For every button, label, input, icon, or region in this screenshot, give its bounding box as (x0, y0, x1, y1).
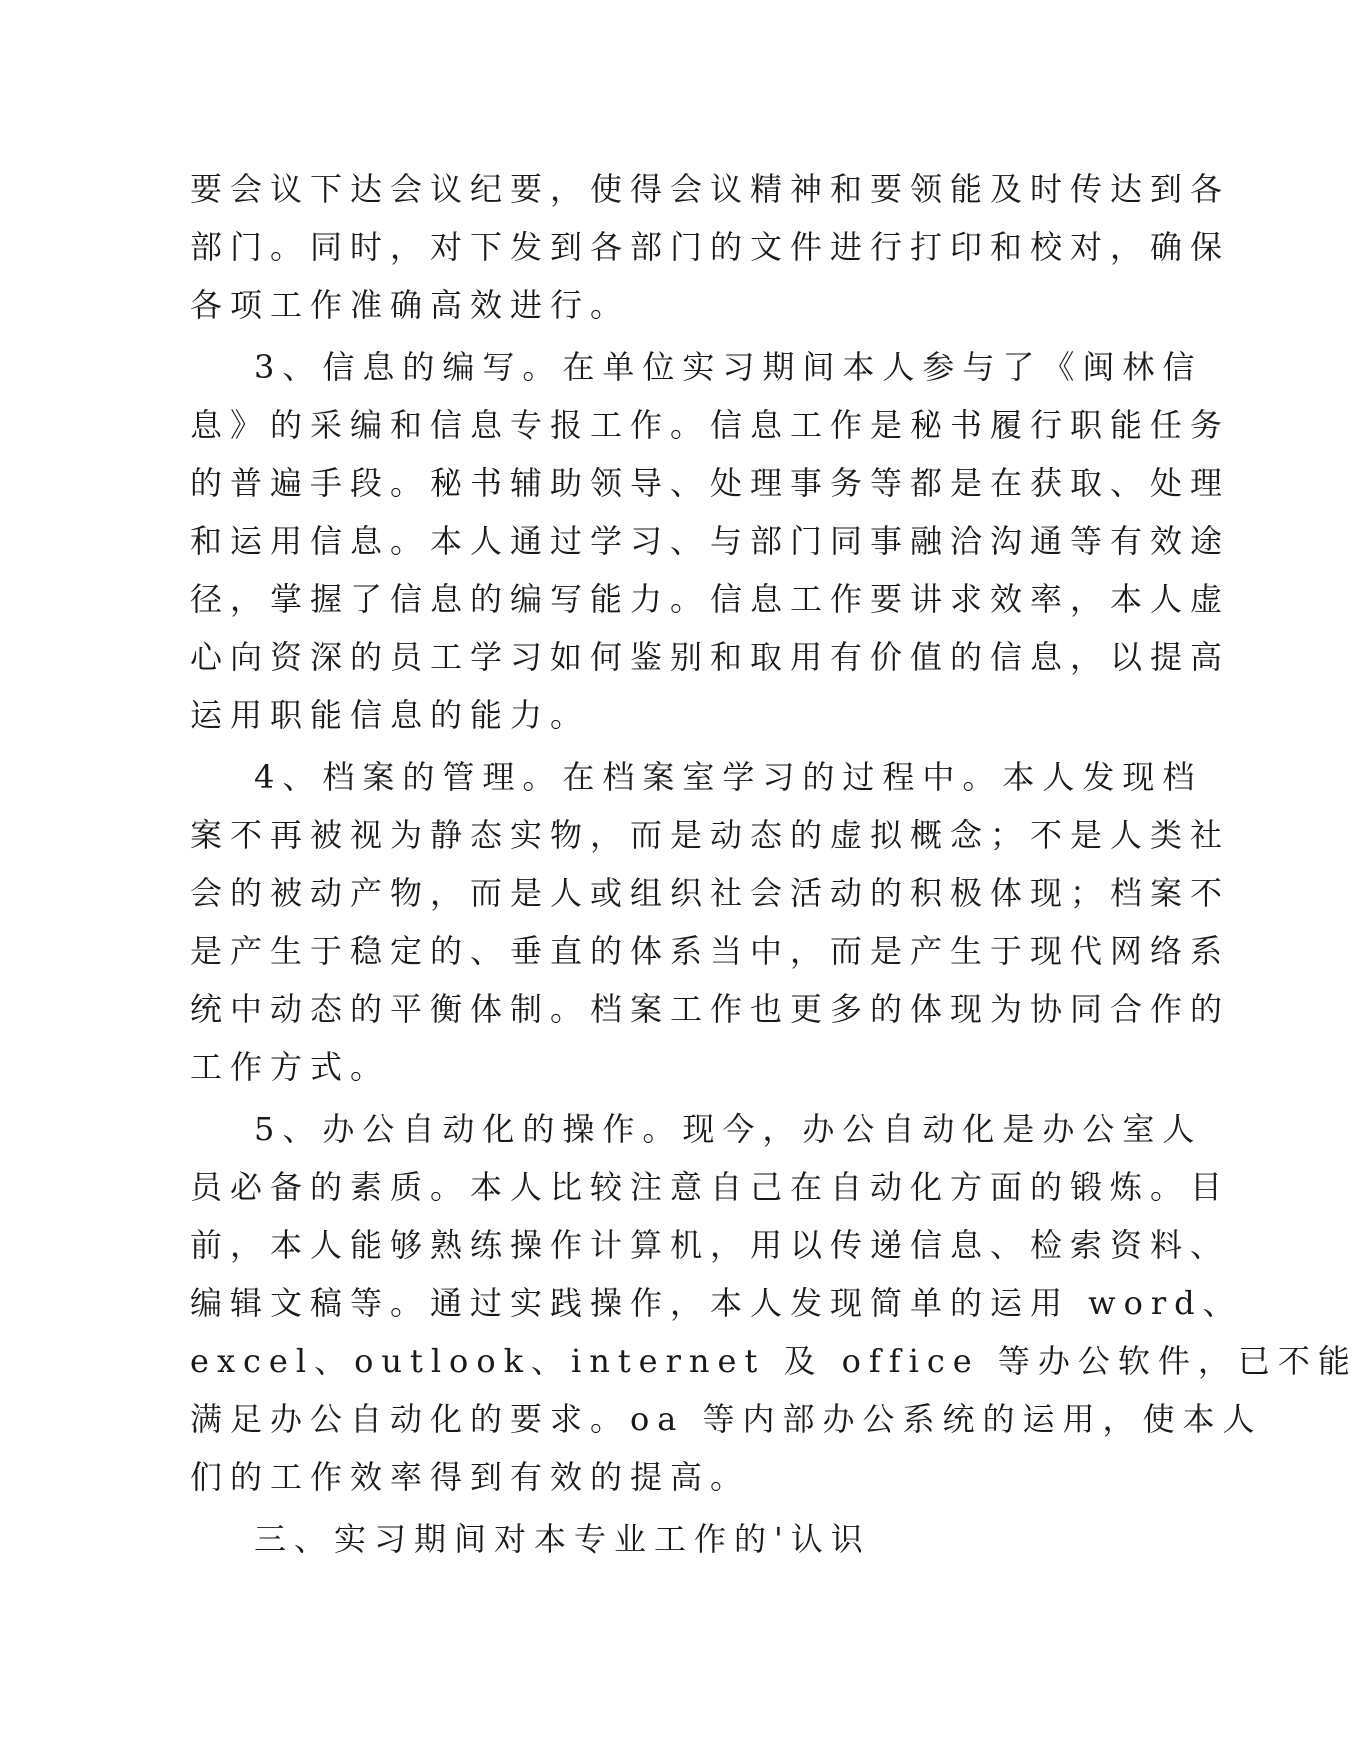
text-line-10: 运用职能信息的能力。 (190, 696, 591, 734)
text-line-3: 各项工作准确高效进行。 (190, 286, 631, 324)
document-body (190, 160, 1358, 1568)
text-line-8: 径，掌握了信息的编写能力。信息工作要讲求效率，本人虚 (190, 580, 1231, 618)
text-line-20: 编辑文稿等。通过实践操作，本人发现简单的运用 word、 (190, 1284, 1243, 1322)
text-line-16: 工作方式。 (190, 1048, 391, 1086)
text-line-1: 要会议下达会议纪要，使得会议精神和要领能及时传达到各 (190, 170, 1231, 208)
section-heading-three: 三、实习期间对本专业工作的'认识 (254, 1520, 871, 1558)
text-line-19: 前，本人能够熟练操作计算机，用以传递信息、检索资料、 (190, 1226, 1231, 1264)
text-line-9: 心向资深的员工学习如何鉴别和取用有价值的信息，以提高 (190, 638, 1231, 676)
text-line-18: 员必备的素质。本人比较注意自己在自动化方面的锻炼。目 (190, 1168, 1231, 1206)
text-line-21: excel、outlook、internet 及 office 等办公软件，已不能 (190, 1342, 1358, 1380)
text-line-15: 统中动态的平衡体制。档案工作也更多的体现为协同合作的 (190, 990, 1231, 1028)
text-line-5: 息》的采编和信息专报工作。信息工作是秘书履行职能任务 (190, 406, 1231, 444)
text-line-2: 部门。同时，对下发到各部门的文件进行打印和校对，确保 (190, 228, 1231, 266)
section-3-heading-line: 3、信息的编写。在单位实习期间本人参与了《闽林信 (254, 348, 1203, 386)
text-line-14: 是产生于稳定的、垂直的体系当中，而是产生于现代网络系 (190, 932, 1231, 970)
text-line-7: 和运用信息。本人通过学习、与部门同事融洽沟通等有效途 (190, 522, 1231, 560)
text-line-6: 的普遍手段。秘书辅助领导、处理事务等都是在获取、处理 (190, 464, 1231, 502)
section-4-heading-line: 4、档案的管理。在档案室学习的过程中。本人发现档 (254, 758, 1203, 796)
section-5-heading-line: 5、办公自动化的操作。现今，办公自动化是办公室人 (254, 1110, 1203, 1148)
text-line-22: 满足办公自动化的要求。oa 等内部办公系统的运用，使本人 (190, 1400, 1263, 1438)
text-line-23: 们的工作效率得到有效的提高。 (190, 1458, 751, 1496)
text-line-12: 案不再被视为静态实物，而是动态的虚拟概念；不是人类社 (190, 816, 1231, 854)
text-line-13: 会的被动产物，而是人或组织社会活动的积极体现；档案不 (190, 874, 1231, 912)
